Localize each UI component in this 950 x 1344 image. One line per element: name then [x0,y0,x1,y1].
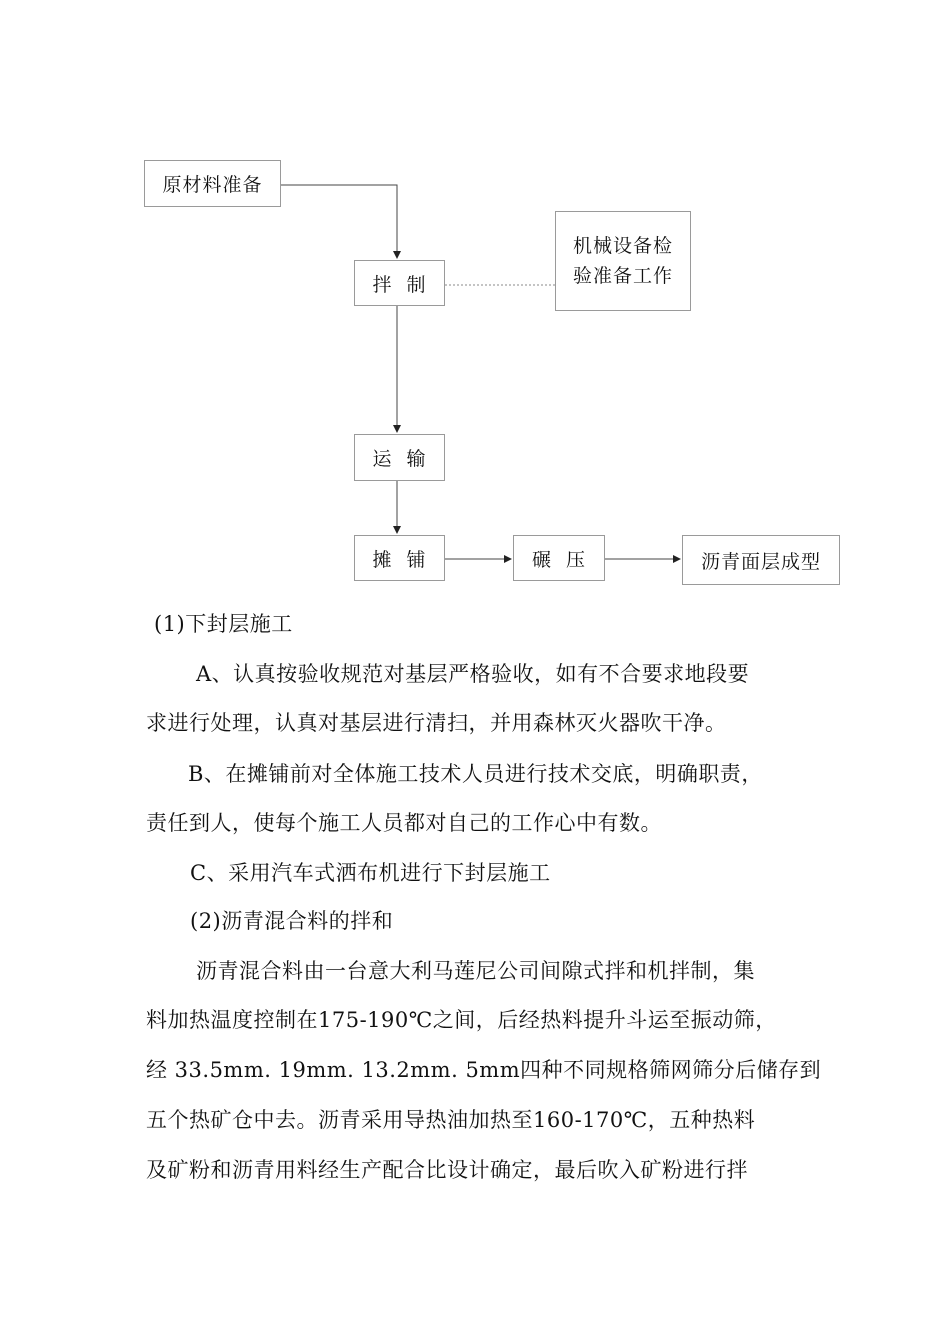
flow-box-label: 运 输 [372,448,427,470]
flow-box-equipment [555,211,691,311]
paragraph-line: 求进行处理，认真对基层进行清扫，并用森林灭火器吹干净。 [146,711,727,735]
paragraph-line: A、认真按验收规范对基层严格验收，如有不合要求地段要 [196,662,750,686]
flow-box-label: 沥青面层成型 [700,550,821,573]
flow-box-label: 原材料准备 [162,174,263,196]
flow-box-mixing [354,260,445,306]
flow-box-label: 拌 制 [372,273,427,296]
paragraph-line: 经 33.5mm. 19mm. 13.2mm. 5mm四种不同规格筛网筛分后储存到 [146,1058,822,1082]
paragraph-line: 及矿粉和沥青用料经生产配合比设计确定，最后吹入矿粉进行拌 [146,1158,748,1182]
flow-box-compaction [513,535,605,581]
paragraph-line: C、采用汽车式洒布机进行下封层施工 [190,861,551,885]
flow-box-label: 摊 铺 [372,548,427,571]
paragraph-line: 料加热温度控制在175-190℃之间，后经热料提升斗运至振动筛， [146,1008,777,1032]
section-heading-seal-coat: (1)下封层施工 [154,612,293,636]
flow-box-label: 碾 压 [531,548,587,571]
section-heading-mixing: (2)沥青混合料的拌和 [190,909,394,933]
paragraph-line: 沥青混合料由一台意大利马莲尼公司间隙式拌和机拌制，集 [196,959,755,983]
flow-box-transport [354,434,445,481]
paragraph-line: 五个热矿仓中去。沥青采用导热油加热至160-170℃，五种热料 [146,1108,756,1132]
flow-box-raw-material [144,160,281,207]
flowchart-connectors [0,0,950,620]
paragraph-line: B、在摊铺前对全体施工技术人员进行技术交底，明确职责， [188,762,763,786]
paragraph-line: 责任到人，使每个施工人员都对自己的工作心中有数。 [146,811,662,835]
flow-box-paving [354,535,445,581]
flow-box-label-line2: 验准备工作 [572,265,673,287]
flow-box-result [682,535,840,585]
flow-box-label-line1: 机械设备检 [572,235,673,257]
arrow-raw-to-mixing [281,185,397,258]
